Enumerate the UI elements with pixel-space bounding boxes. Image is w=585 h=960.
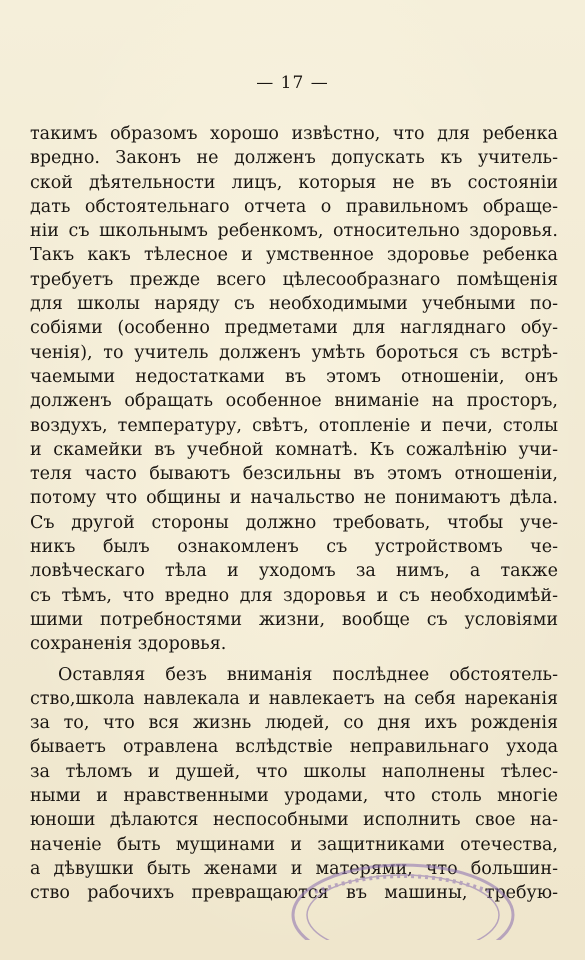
text-line: бываетъ отравлена вслѣдствіе неправильнаго ухода: [30, 737, 558, 758]
text-line: ными и нравственными уродами, что столь многіе: [30, 786, 558, 807]
text-line: воздухъ, температуру, свѣтъ, отопленіе и печи, столы: [30, 415, 558, 436]
text-line: ченія), то учитель долженъ умѣть бороться съ встрѣ-: [30, 342, 558, 363]
text-line: Съ другой стороны должно требовать, чтобы уче-: [30, 512, 558, 533]
text-line: ніи съ школьнымъ ребенкомъ, относительно здоровья.: [30, 221, 558, 242]
text-line: никъ былъ ознакомленъ съ устройствомъ че-: [30, 537, 558, 558]
text-line: потому что общины и начальство не понимаютъ дѣла.: [30, 488, 558, 509]
text-line: долженъ обращать особенное вниманіе на просторъ,: [30, 391, 558, 412]
text-line: ловѣческаго тѣла и уходомъ за нимъ, а также: [30, 561, 558, 582]
text-line: сохраненія здоровья.: [30, 634, 227, 655]
text-line: ство,школа навлекала и навлекаетъ на себя нареканія: [30, 688, 558, 709]
text-line: Такъ какъ тѣлесное и умственное здоровье ребенка: [30, 245, 558, 266]
text-line: собіями (особенно предметами для нагляднаго обу-: [30, 318, 558, 339]
text-line: за тѣломъ и душей, что школы наполнены тѣлес-: [30, 761, 558, 782]
text-line: съ тѣмъ, что вредно для здоровья и съ необходимѣй-: [30, 585, 558, 606]
text-line: юноши дѣлаются неспособными исполнить свое на-: [30, 810, 558, 831]
text-line: наченіе быть мущинами и защитниками отечества,: [30, 834, 558, 855]
text-line: вредно. Законъ не долженъ допускать къ учитель-: [30, 148, 558, 169]
text-line: для школы наряду съ необходимыми учебными по-: [30, 294, 558, 315]
text-line: за то, что вся жизнь людей, со дня ихъ рожденія: [30, 713, 558, 734]
page-number: — 17 —: [256, 73, 329, 93]
text-line: а дѣвушки быть женами и матерями, что большин-: [30, 858, 558, 879]
text-line: Оставляя безъ вниманія послѣднее обстоятель-: [58, 664, 558, 685]
text-line: и скамейки въ учебной комнатѣ. Къ сожалѣнію учи-: [30, 439, 558, 460]
text-line: ской дѣятельности лицъ, которыя не въ состояніи: [30, 172, 558, 193]
text-line: теля часто бываютъ безсильны въ этомъ отношеніи,: [30, 464, 558, 485]
text-line: чаемыми недостатками въ этомъ отношеніи, онъ: [30, 366, 558, 387]
text-line: такимъ образомъ хорошо извѣстно, что для ребенка: [30, 124, 558, 144]
body-text: [30, 122, 558, 906]
text-line: ство рабочихъ превращаются въ машины, требую-: [30, 883, 558, 904]
text-line: требуетъ прежде всего цѣлесообразнаго помѣщенія: [30, 269, 558, 290]
text-line: дать обстоятельнаго отчета о правильномъ обраще-: [30, 196, 558, 217]
text-line: шими потребностями жизни, вообще съ условіями: [30, 609, 558, 630]
paragraph-1: [30, 122, 558, 657]
paragraph-2: [30, 663, 558, 906]
